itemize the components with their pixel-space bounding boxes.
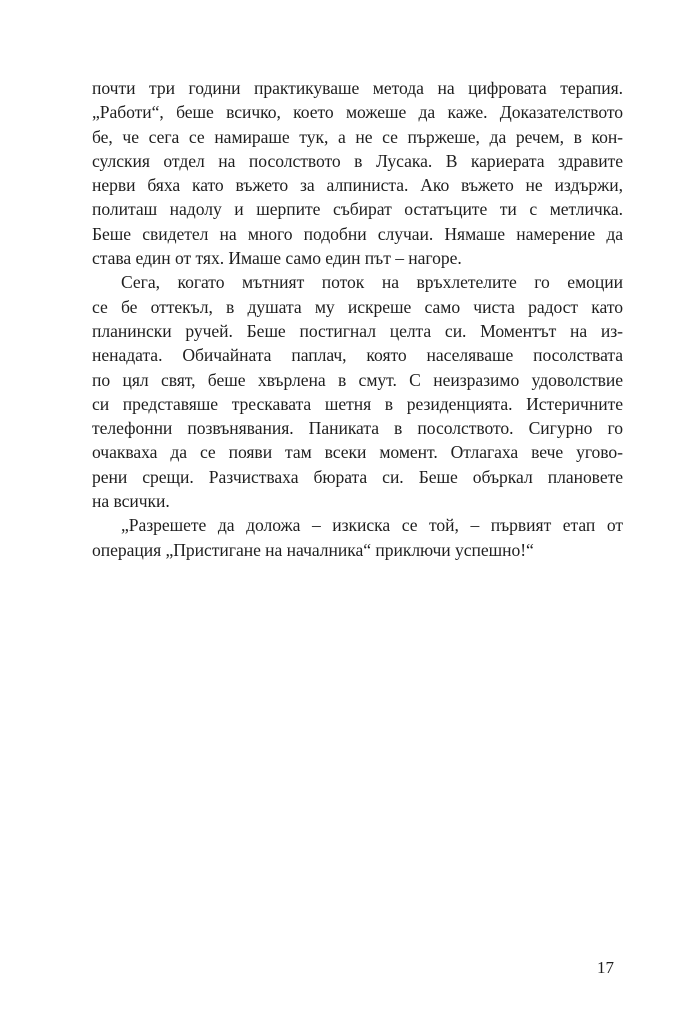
text-line: нерви бяха като въжето за алпиниста. Ако въжето не издържи, xyxy=(92,175,623,196)
text-line: политаш надолу и шерпите събират остатъците ти с метличка. xyxy=(92,199,623,220)
text-line: телефонни позвънявания. Паниката в посолството. Сигурно го xyxy=(92,418,623,439)
text-line: „Работи“, беше всичко, което можеше да каже. Доказателството xyxy=(92,102,623,123)
text-line: по цял свят, беше хвърлена в смут. С неизразимо удоволствие xyxy=(92,369,623,390)
text-line: очакваха да се появи там всеки момент. Отлагаха вече угово- xyxy=(92,442,623,463)
text-line: Сега, когато мътният поток на връхлетелите го емоции xyxy=(121,272,623,293)
text-line: ненадата. Обичайната паплач, която населяваше посолствата xyxy=(92,345,623,366)
text-line: планински ручей. Беше постигнал целта си. Моментът на из- xyxy=(92,320,623,341)
text-line: операция „Пристигане на началника“ приключи успешно!“ xyxy=(92,539,534,560)
text-line: Беше свидетел на много подобни случаи. Нямаше намерение да xyxy=(92,223,623,244)
text-line: си представяше трескавата шетня в резиденцията. Истеричните xyxy=(92,393,623,414)
text-line: „Разрешете да доложа – изкиска се той, – първият етап от xyxy=(121,515,623,536)
text-line: се бе оттекъл, в душата му искреше само чиста радост като xyxy=(92,296,623,317)
text-line: рени срещи. Разчистваха бюрата си. Беше объркал плановете xyxy=(92,466,623,487)
text-line: сулския отдел на посолството в Лусака. В кариерата здравите xyxy=(92,150,623,171)
text-line: бе, че сега се намираше тук, а не се пържеше, да речем, в кон- xyxy=(92,126,623,147)
body-text xyxy=(92,76,623,562)
page-number: 17 xyxy=(597,958,614,977)
text-line: става един от тях. Имаше само един път – нагоре. xyxy=(92,248,462,269)
text-line: почти три години практикуваше метода на цифровата терапия. xyxy=(92,78,623,98)
text-line: на всички. xyxy=(92,491,170,512)
